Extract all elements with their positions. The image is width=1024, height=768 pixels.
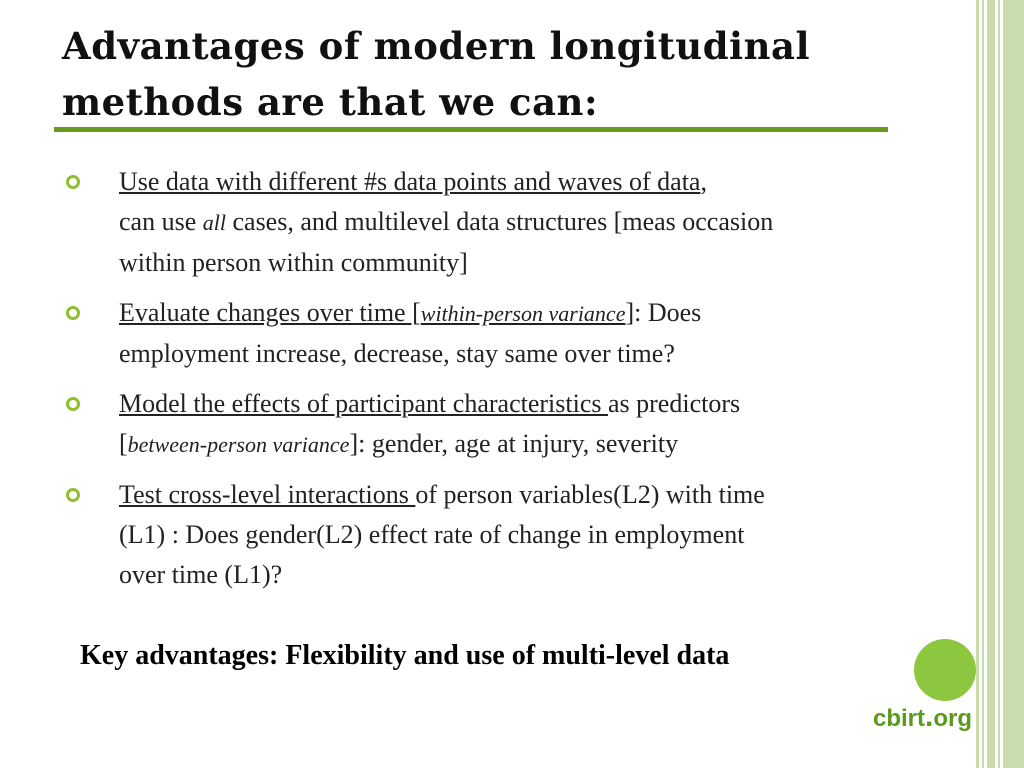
title-line-2: methods are that we can:	[62, 80, 599, 124]
key-advantages-text: Key advantages: Flexibility and use of multi-level data	[80, 640, 730, 671]
stripe	[987, 0, 995, 768]
bullet-circle-icon	[66, 397, 80, 411]
bullet-circle-icon	[66, 488, 80, 502]
bullet-text: employment increase, decrease, stay same over time?	[119, 339, 675, 368]
logo	[873, 700, 972, 734]
logo-circle-icon	[914, 639, 976, 701]
stripe	[1003, 0, 1024, 768]
bullet-item	[62, 162, 952, 283]
bullet-text: of person variables(L2) with time	[415, 480, 765, 509]
bullet-item	[62, 475, 952, 595]
slide-title	[62, 18, 912, 130]
bullet-text: [	[119, 429, 128, 458]
bullet-link[interactable]: Model the effects of participant characteristics	[119, 389, 608, 418]
bullet-text: over time (L1)?	[119, 560, 283, 589]
bullet-emphasis: all	[202, 210, 226, 235]
title-line-1: Advantages of modern longitudinal	[62, 24, 811, 68]
title-underline	[54, 127, 888, 132]
bullet-text: (L1) : Does gender(L2) effect rate of change in employment	[119, 520, 745, 549]
bullet-link[interactable]: Use data with different #s data points and waves of data	[119, 167, 701, 196]
bullet-text: within person within community]	[119, 248, 468, 277]
bullet-text: ,	[700, 167, 707, 196]
bullet-circle-icon	[66, 175, 80, 189]
bullet-text: can use	[119, 207, 203, 236]
bullet-text: as predictors	[607, 389, 741, 418]
stripe	[998, 0, 1000, 768]
bullet-emphasis: between-person variance	[127, 432, 350, 457]
stripe	[982, 0, 984, 768]
bullet-item	[62, 384, 952, 465]
bullet-text: cases, and multilevel data structures [meas occasion	[225, 207, 774, 236]
decorative-stripes	[976, 0, 1024, 768]
logo-dot: .	[925, 700, 934, 733]
logo-name: cbirt	[873, 705, 926, 732]
bullet-link[interactable]: Test cross-level interactions	[119, 480, 416, 509]
bullet-link[interactable]: Evaluate changes over time [within-person variance]	[119, 298, 635, 327]
stripe	[976, 0, 979, 768]
logo-tld: org	[933, 705, 973, 732]
bullet-list	[62, 162, 952, 605]
bullet-text: : Does	[634, 298, 702, 327]
bullet-circle-icon	[66, 306, 80, 320]
bullet-item	[62, 293, 952, 374]
bullet-text: ]: gender, age at injury, severity	[349, 429, 679, 458]
